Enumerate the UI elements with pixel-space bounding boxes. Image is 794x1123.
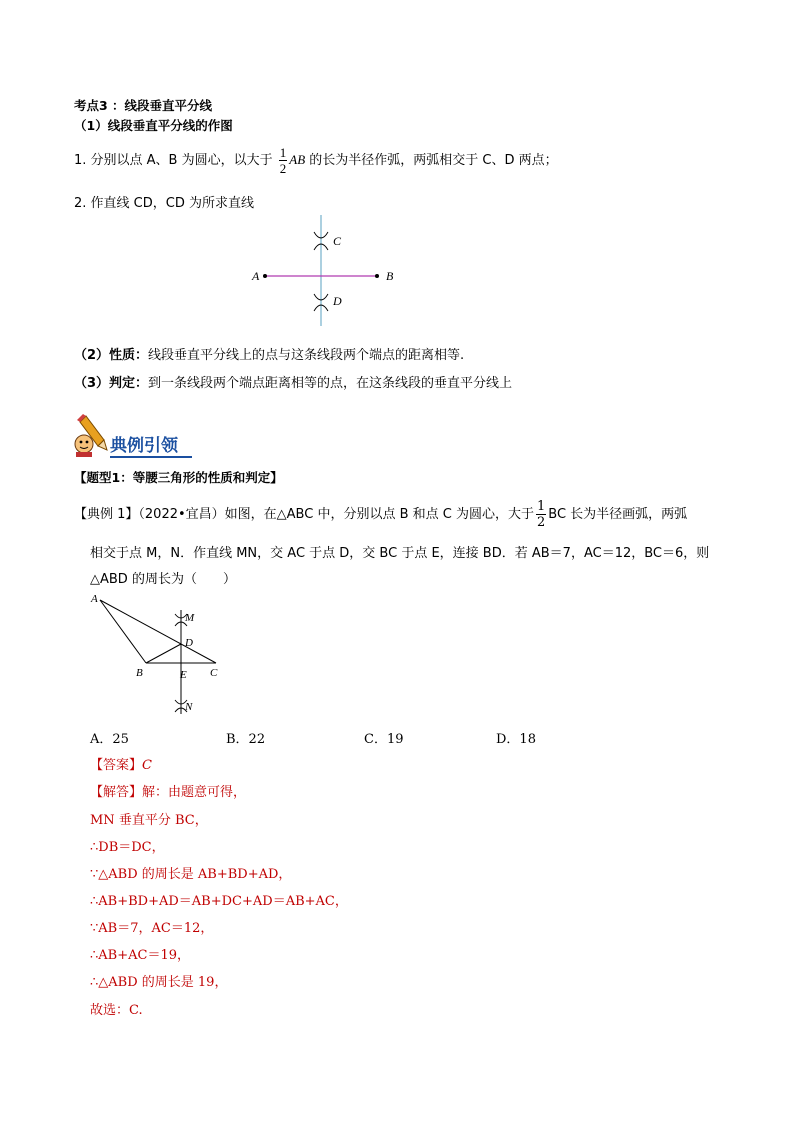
triangle-figure — [84, 590, 234, 720]
example-line-3: △ABD 的周长为（ ） — [90, 572, 236, 587]
solution-line-8: 故选：C. — [90, 1003, 143, 1018]
topic-heading: 【题型1：等腰三角形的性质和判定】 — [74, 470, 283, 485]
label-b: B — [386, 269, 394, 283]
solution-intro-line — [90, 781, 246, 800]
property-line — [74, 344, 464, 363]
example-fraction — [536, 500, 546, 529]
judgement-label: （3）判定： — [74, 376, 149, 391]
fraction-numerator: 1 — [279, 145, 287, 160]
point-a — [263, 274, 267, 278]
segment-bd — [146, 644, 181, 663]
label-d: D — [333, 294, 342, 308]
example-fraction-numerator: 1 — [536, 499, 546, 514]
property-label: （2）性质： — [74, 348, 149, 363]
pencil-mascot-icon — [70, 414, 110, 458]
label-a: A — [91, 593, 98, 605]
segment-ab: AB — [289, 152, 306, 167]
choice-c: C．19 — [364, 732, 404, 747]
fraction-denominator: 2 — [279, 161, 287, 176]
point-b — [375, 274, 379, 278]
example-fraction-denominator: 2 — [536, 515, 546, 530]
label-e: E — [180, 669, 187, 681]
answer-line — [90, 754, 152, 773]
solution-line-6: ∴AB+AC＝19， — [90, 948, 190, 963]
choice-a: A．25 — [90, 732, 129, 747]
choice-b: B．22 — [226, 732, 266, 747]
solution-line-1: MN 垂直平分 BC， — [90, 813, 208, 828]
subsection-construction: （1）线段垂直平分线的作图 — [74, 118, 233, 133]
answer-value: C — [142, 758, 152, 773]
solution-line-7: ∴△ABD 的周长是 19， — [90, 975, 228, 990]
solution-label: 【解答】 — [90, 785, 143, 800]
example-label: 【典例 1】 — [74, 507, 139, 522]
construction-step-1 — [74, 146, 558, 175]
label-b: B — [136, 667, 143, 679]
section-title: 考点3 ：线段垂直平分线 — [74, 98, 213, 113]
solution-intro: 解：由题意可得， — [142, 785, 247, 800]
solution-line-3: ∵△ABD 的周长是 AB+BD+AD， — [90, 867, 292, 882]
example-line-1 — [74, 500, 687, 529]
property-text: 线段垂直平分线上的点与这条线段两个端点的距离相等. — [148, 348, 465, 363]
bisector-construction-figure — [240, 210, 410, 330]
choice-d: D．18 — [496, 732, 536, 747]
example-line-2: 相交于点 M，N．作直线 MN，交 AC 于点 D，交 BC 于点 E，连接 BD．若 AB＝7，AC＝12，BC＝6，则 — [90, 546, 710, 561]
label-a: A — [252, 269, 260, 283]
side-ac — [100, 600, 216, 663]
judgement-line — [74, 372, 512, 391]
step1-post: 的长为半径作弧，两弧相交于 C、D 两点； — [309, 153, 558, 168]
banner-title: 典例引领 — [110, 436, 192, 458]
solution-line-4: ∴AB+BD+AD＝AB+DC+AD＝AB+AC， — [90, 894, 348, 909]
fraction-half — [279, 146, 288, 175]
label-c: C — [333, 234, 342, 248]
label-m: M — [185, 612, 195, 624]
side-ab — [100, 600, 146, 663]
construction-step-2: 2. 作直线 CD，CD 为所求直线 — [74, 196, 254, 211]
example-line1-pre: （2022•宜昌）如图，在△ABC 中，分别以点 B 和点 C 为圆心，大于 — [138, 507, 534, 522]
step1-pre: 1. 分别以点 A、B 为圆心，以大于 — [74, 153, 273, 168]
label-d: D — [185, 637, 193, 649]
label-c: C — [210, 667, 218, 679]
solution-line-2: ∴DB＝DC， — [90, 840, 165, 855]
example-line1-post: BC 长为半径画弧，两弧 — [548, 507, 688, 522]
judgement-text: 到一条线段两个端点距离相等的点，在这条线段的垂直平分线上 — [148, 376, 513, 391]
label-n: N — [185, 701, 193, 713]
answer-label: 【答案】 — [90, 758, 143, 773]
solution-line-5: ∵AB＝7，AC＝12， — [90, 921, 214, 936]
